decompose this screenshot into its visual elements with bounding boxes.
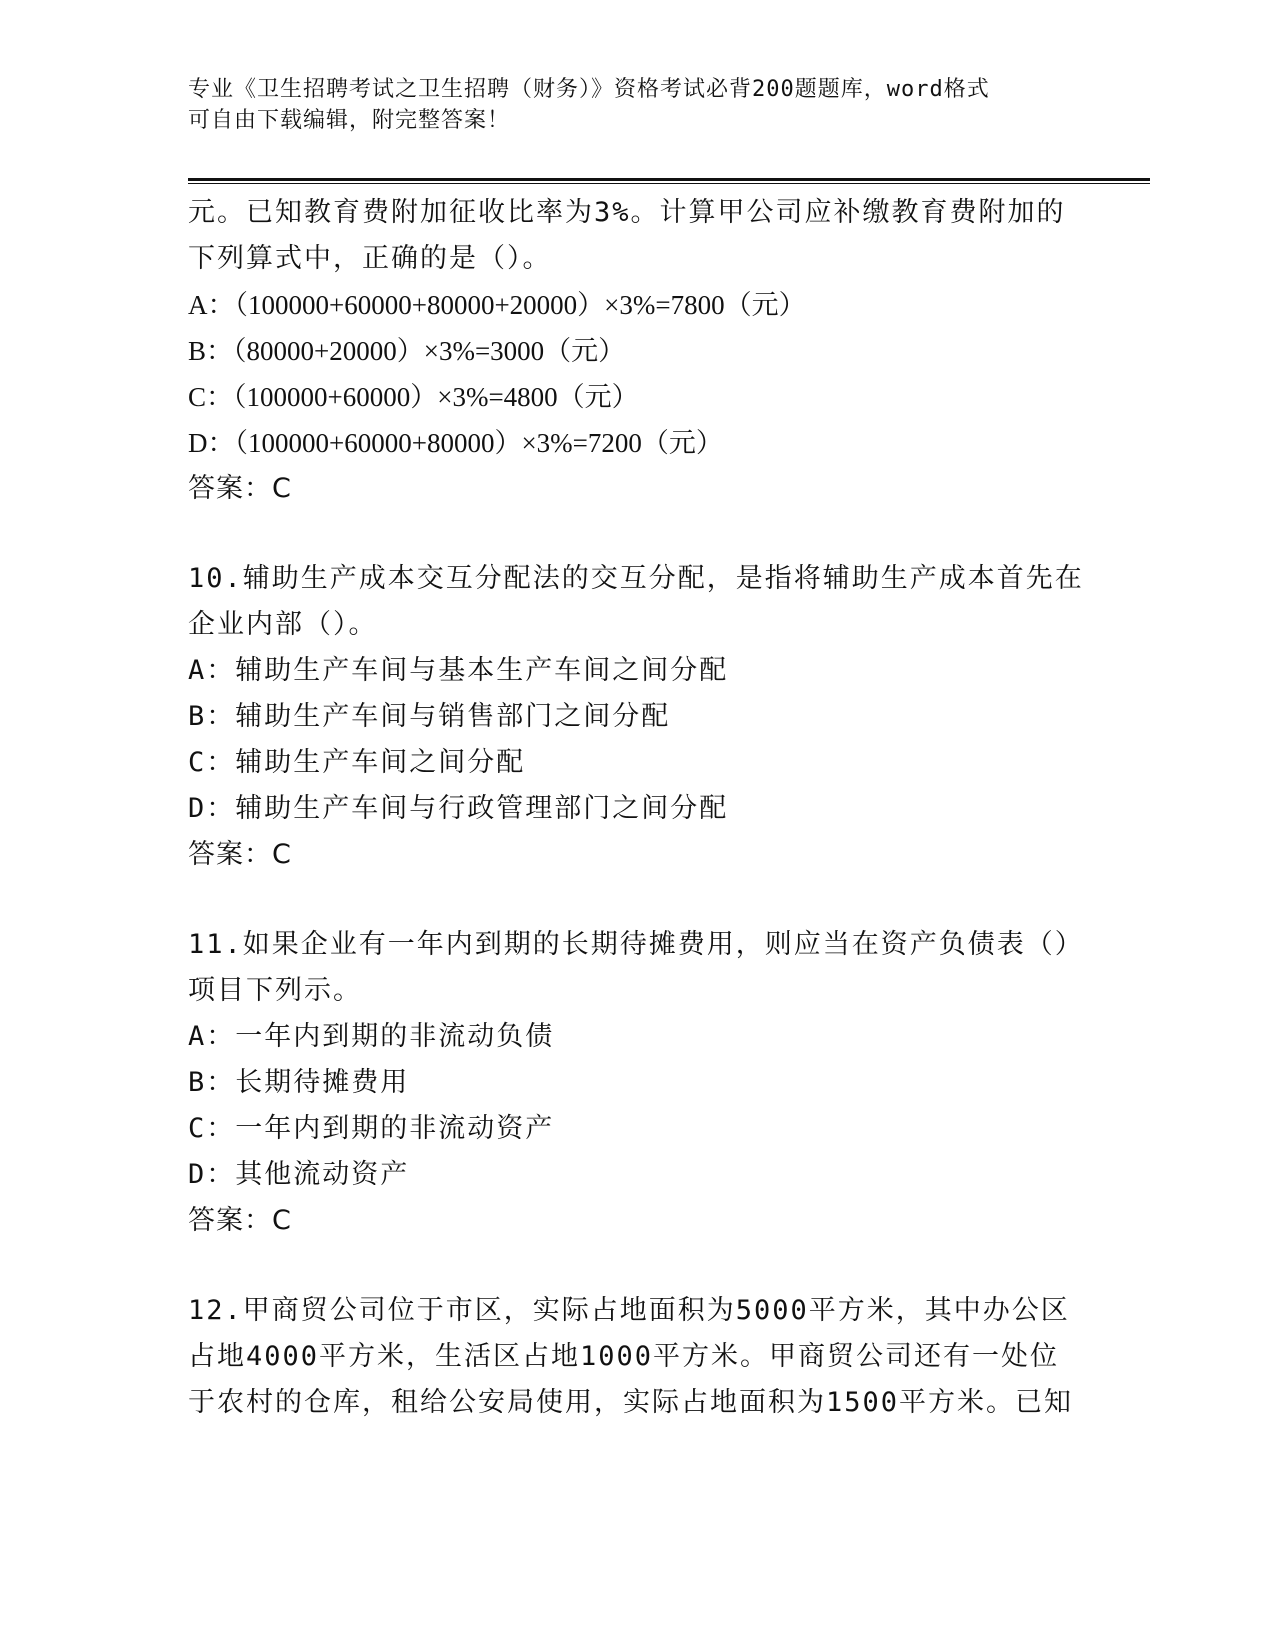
question-stem-line: 11.如果企业有一年内到期的长期待摊费用，则应当在资产负债表（） [188, 929, 1084, 960]
document-header [188, 74, 1068, 136]
option-d: D：其他流动资产 [188, 1159, 410, 1190]
question-12 [188, 1288, 1088, 1426]
option-d: D：（100000+60000+80000）×3%=7200（元） [188, 428, 723, 458]
option-c: C：辅助生产车间之间分配 [188, 747, 526, 778]
question-stem-line: 于农村的仓库，租给公安局使用，实际占地面积为1500平方米。已知 [188, 1387, 1074, 1418]
option-a: A：（100000+60000+80000+20000）×3%=7800（元） [188, 290, 806, 320]
question-stem-line: 12.甲商贸公司位于市区，实际占地面积为5000平方米，其中办公区 [188, 1295, 1070, 1326]
question-stem-line: 元。已知教育费附加征收比率为3%。计算甲公司应补缴教育费附加的 [188, 197, 1066, 228]
option-c: C：（100000+60000）×3%=4800（元） [188, 382, 639, 412]
option-a: A：一年内到期的非流动负债 [188, 1021, 555, 1052]
header-divider-thick [188, 178, 1150, 181]
option-d: D：辅助生产车间与行政管理部门之间分配 [188, 793, 729, 824]
question-stem-line: 10.辅助生产成本交互分配法的交互分配，是指将辅助生产成本首先在 [188, 563, 1084, 594]
question-stem-line: 企业内部（）。 [188, 609, 378, 640]
option-b: B：辅助生产车间与销售部门之间分配 [188, 701, 671, 732]
option-a: A：辅助生产车间与基本生产车间之间分配 [188, 655, 729, 686]
question-spacer [188, 512, 1088, 556]
option-b: B：长期待摊费用 [188, 1067, 410, 1098]
answer-label: 答案：C [188, 1205, 292, 1236]
answer-label: 答案：C [188, 839, 292, 870]
option-b: B：（80000+20000）×3%=3000（元） [188, 336, 626, 366]
question-stem-line: 下列算式中，正确的是（）。 [188, 243, 552, 274]
question-spacer [188, 878, 1088, 922]
header-title-line-1: 专业《卫生招聘考试之卫生招聘（财务）》资格考试必背200题题库，word格式 [188, 77, 990, 102]
option-c: C：一年内到期的非流动资产 [188, 1113, 555, 1144]
question-9 [188, 190, 1088, 512]
header-title-line-2: 可自由下载编辑，附完整答案！ [188, 108, 511, 133]
question-content [188, 190, 1088, 1426]
question-stem-line: 项目下列示。 [188, 975, 362, 1006]
question-10 [188, 556, 1088, 878]
question-spacer [188, 1244, 1088, 1288]
question-stem-line: 占地4000平方米，生活区占地1000平方米。甲商贸公司还有一处位 [188, 1341, 1060, 1372]
answer-label: 答案：C [188, 473, 292, 504]
question-11 [188, 922, 1088, 1244]
header-divider-thin [188, 183, 1150, 184]
